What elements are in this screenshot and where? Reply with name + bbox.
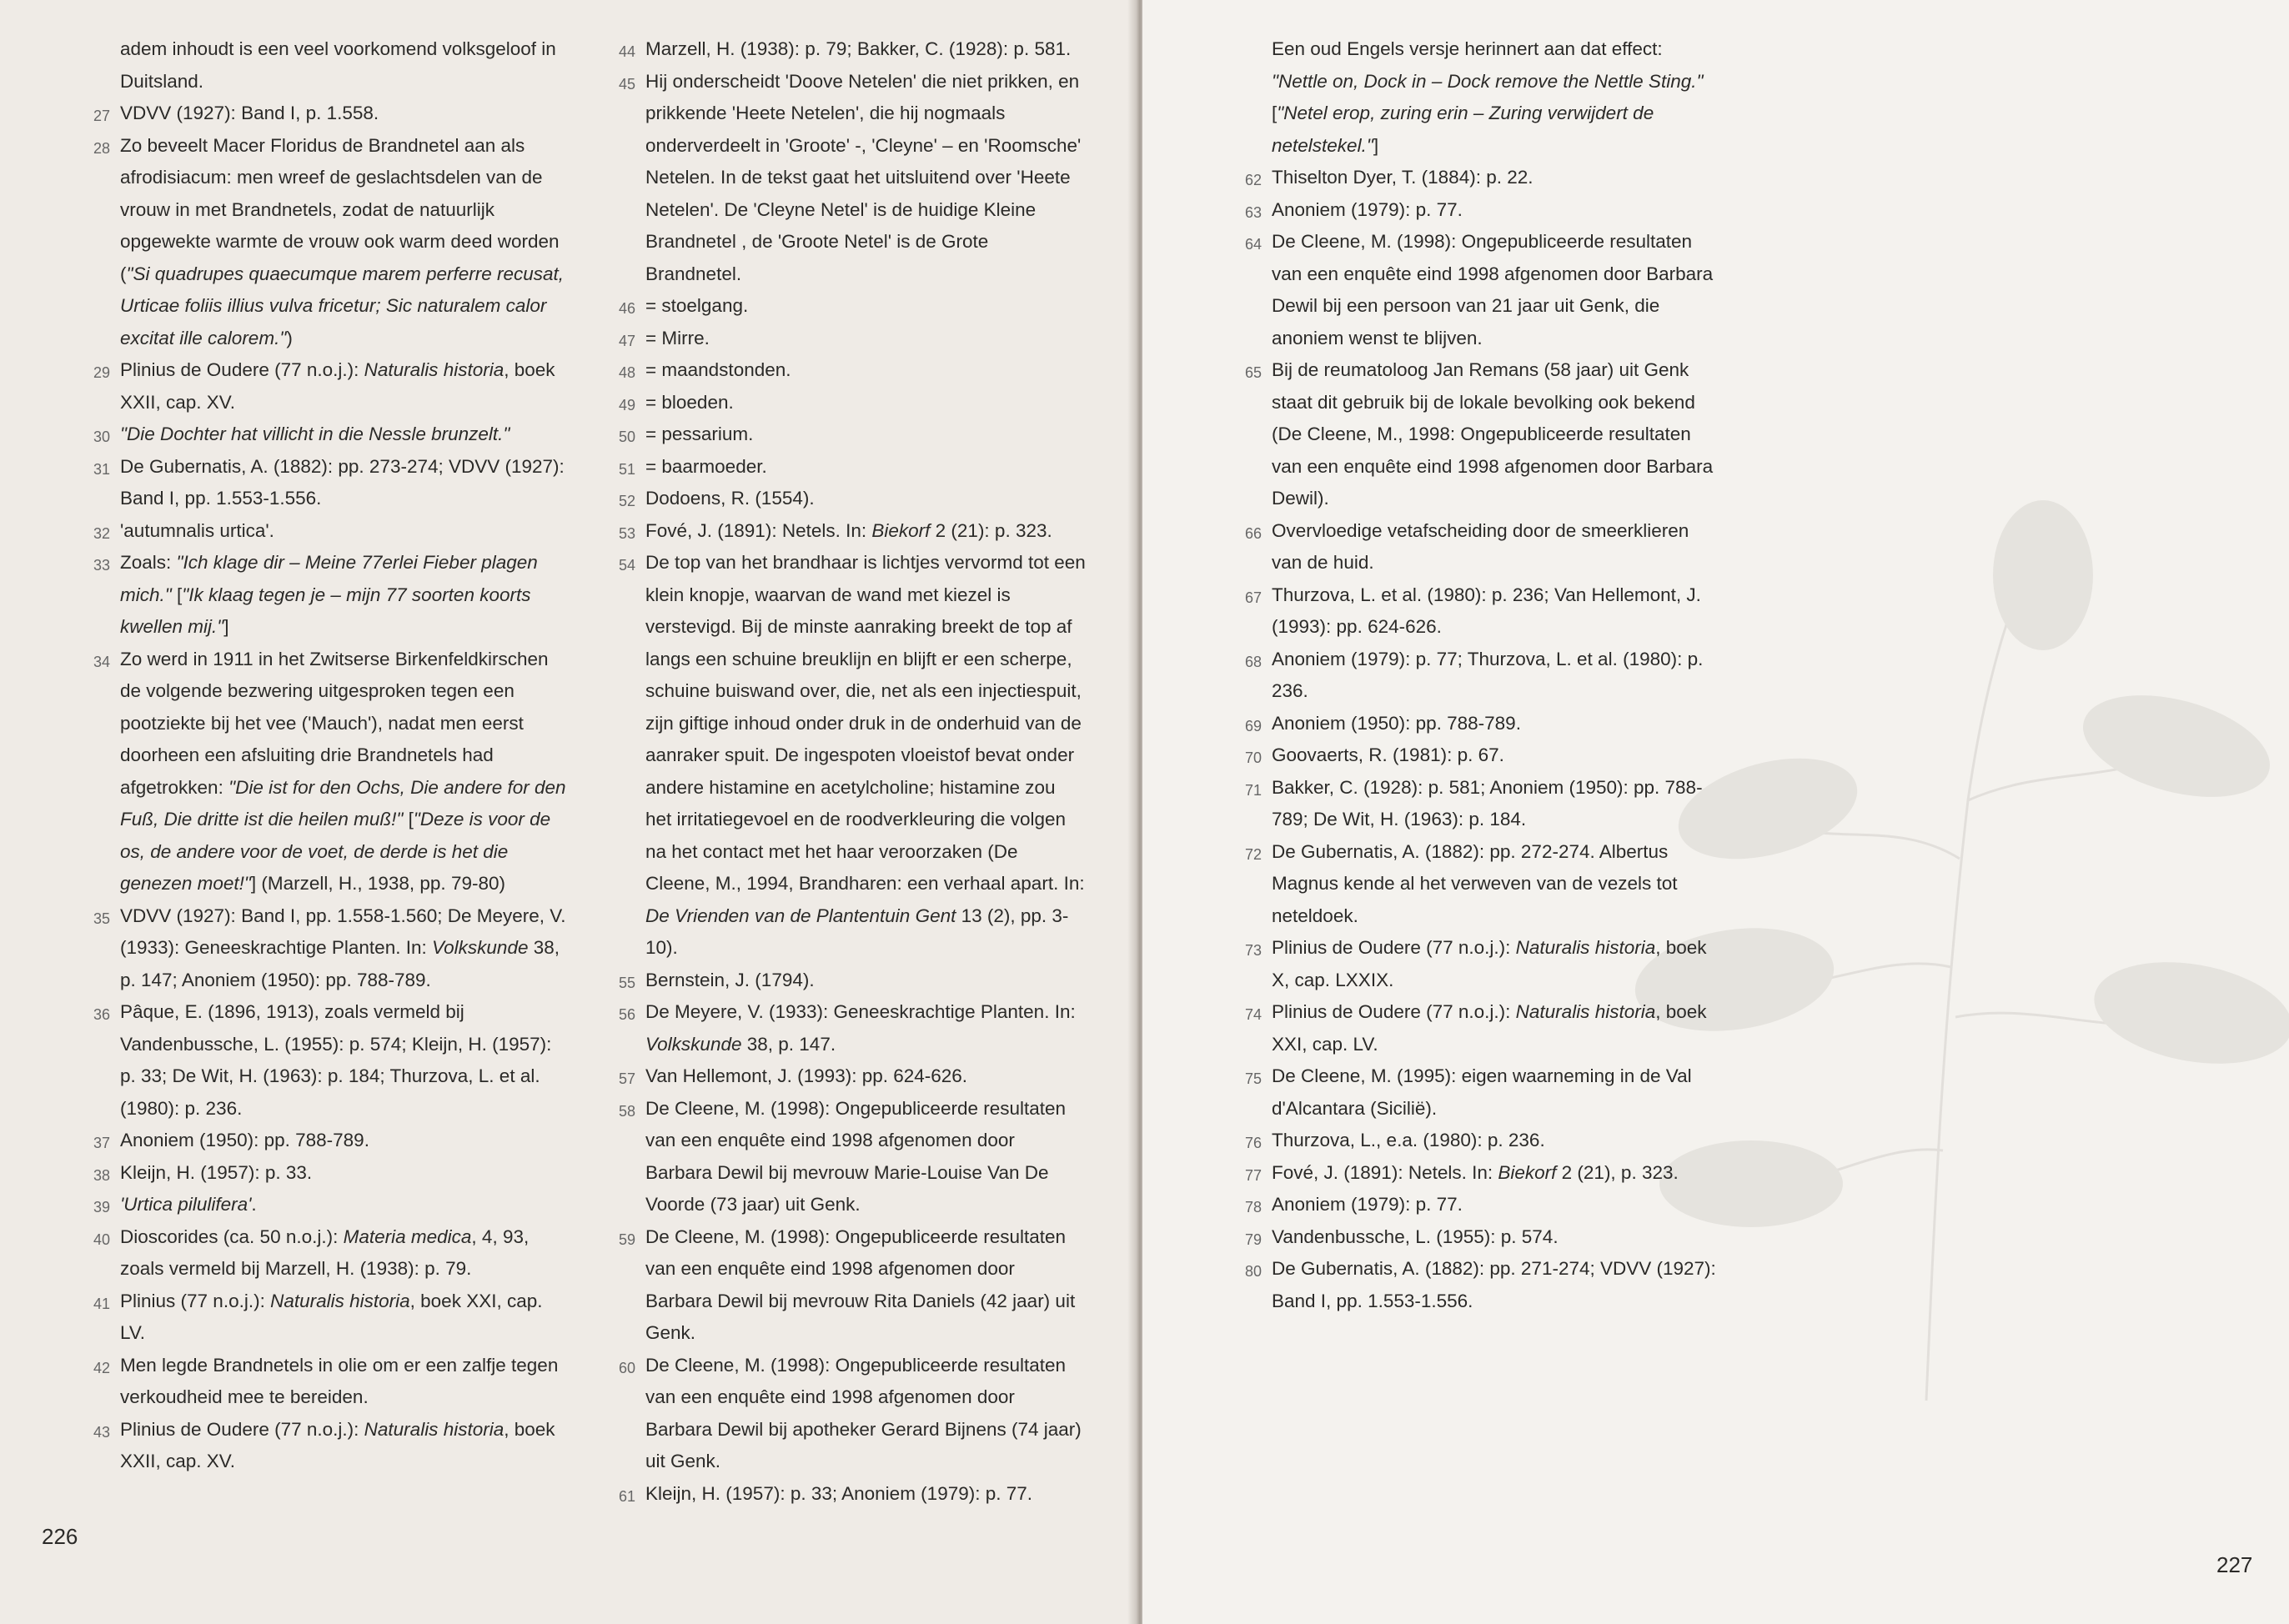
footnote-number: 28 — [93, 139, 110, 157]
footnote — [77, 900, 567, 997]
footnote-text: De Gubernatis, A. (1882): pp. 271-274; VDVV (1927): Band I, pp. 1.553-1.556. — [1272, 1258, 1716, 1311]
footnote-text: Bij de reumatoloog Jan Remans (58 jaar) uit Genk staat dit gebruik bij de lokale bevolking ook bekend (De Cleene, M., 1998: Ongepubliceerde resultaten van een enquête eind 1998 afgenomen door Barbara Dewil). — [1272, 359, 1714, 509]
footnote — [602, 290, 1086, 323]
footnote-number: 56 — [618, 1006, 635, 1023]
footnote — [602, 1350, 1086, 1478]
footnote-number: 54 — [618, 557, 635, 574]
footnote-text: Fové, J. (1891): Netels. In: Biekorf 2 (21): p. 323. — [645, 519, 1052, 541]
footnote-number: 62 — [1244, 172, 1262, 188]
footnote-text: Bakker, C. (1928): p. 581; Anoniem (1950): pp. 788-789; De Wit, H. (1963): p. 184. — [1272, 776, 1703, 830]
footnote-number: 38 — [93, 1166, 110, 1184]
footnote-number: 67 — [1244, 589, 1262, 606]
footnote — [77, 130, 567, 355]
footnote-number: 42 — [93, 1359, 110, 1376]
footnote — [1228, 836, 1716, 933]
footnote-text: 'autumnalis urtica'. — [120, 519, 274, 541]
footnote — [1228, 932, 1716, 996]
page-number-right: 227 — [2216, 1552, 2253, 1577]
footnote-number: 60 — [618, 1359, 635, 1376]
footnote-text: De Gubernatis, A. (1882): pp. 273-274; VDVV (1927): Band I, pp. 1.553-1.556. — [120, 455, 565, 509]
footnote — [1228, 1125, 1716, 1157]
footnote — [1228, 739, 1716, 772]
footnote-number: 27 — [93, 108, 110, 124]
footnote-text: Plinius de Oudere (77 n.o.j.): Naturalis historia, boek X, cap. LXXIX. — [1272, 937, 1707, 990]
footnote-text: Zo werd in 1911 in het Zwitserse Birkenfeldkirschen de volgende bezwering uitgesproken tegen een pootziekte bij het vee ('Mauch'), nadat men eerst doorheen een afsluiting drie Brandnetels had afgetrokken: "Die ist for den Ochs, Die andere for den Fuß, Die dritte ist die heilen muß!" ["Deze is voor de os, de andere voor de voet, de derde is het die genezen moet!"] (Marzell, H., 1938, pp. 79-80) — [120, 648, 566, 894]
footnote — [77, 354, 567, 419]
footnote-number: 51 — [618, 460, 635, 478]
footnote — [77, 1189, 567, 1221]
footnote — [1228, 226, 1716, 354]
footnote-number: 65 — [1244, 364, 1262, 381]
footnote-number: 31 — [93, 460, 110, 478]
footnote-number: 71 — [1244, 781, 1262, 799]
footnote-text: = stoelgang. — [645, 295, 749, 316]
footnote-text: Fové, J. (1891): Netels. In: Biekorf 2 (21), p. 323. — [1272, 1161, 1679, 1183]
footnote — [602, 996, 1086, 1060]
footnote-text: = pessarium. — [645, 424, 754, 444]
footnote — [1228, 708, 1716, 740]
footnote — [1228, 1060, 1716, 1125]
right-page — [1142, 0, 2289, 1624]
footnote-number: 66 — [1244, 524, 1262, 542]
footnote-text: VDVV (1927): Band I, p. 1.558. — [120, 103, 379, 123]
footnote-text: = baarmoeder. — [645, 455, 767, 477]
footnote-text: De Cleene, M. (1998): Ongepubliceerde resultaten van een enquête eind 1998 afgenomen door Barbara Dewil bij mevrouw Rita Daniels (42 jaar) uit Genk. — [645, 1226, 1076, 1343]
footnote-number: 47 — [618, 332, 635, 349]
footnote-number: 50 — [618, 429, 635, 445]
footnote — [1228, 579, 1716, 644]
footnote-number: 40 — [93, 1231, 110, 1248]
footnote-number: 33 — [93, 557, 110, 574]
footnote-number: 59 — [618, 1231, 635, 1248]
footnote — [602, 1060, 1086, 1093]
footnote — [77, 98, 567, 130]
footnote-text: Bernstein, J. (1794). — [645, 969, 815, 990]
footnote-number: 69 — [1244, 717, 1262, 734]
footnote-number: 72 — [1244, 845, 1262, 863]
footnote-text: VDVV (1927): Band I, pp. 1.558-1.560; De Meyere, V. (1933): Geneeskrachtige Planten. In: Volkskunde 38, p. 147; Anoniem (1950): pp. 788-789. — [120, 905, 566, 990]
footnote — [602, 1093, 1086, 1221]
footnote — [77, 1157, 567, 1190]
footnote-number: 46 — [618, 300, 635, 317]
footnote-number: 44 — [618, 43, 635, 60]
footnote-text: Marzell, H. (1938): p. 79; Bakker, C. (1928): p. 581. — [645, 38, 1072, 59]
page-number-left: 226 — [42, 1524, 78, 1549]
footnote-number: 52 — [618, 493, 635, 509]
footnote-text: Plinius de Oudere (77 n.o.j.): Naturalis historia, boek XXI, cap. LV. — [1272, 1001, 1707, 1055]
footnote-number: 53 — [618, 524, 635, 542]
footnote-text: Plinius de Oudere (77 n.o.j.): Naturalis historia, boek XXII, cap. XV. — [120, 1418, 555, 1471]
footnote — [602, 323, 1086, 355]
footnote-number: 73 — [1244, 942, 1262, 959]
footnote-text: De top van het brandhaar is lichtjes vervormd tot een klein knopje, waarvan de wand met kiezel is verstevigd. Bij de minste aanraking breekt de top af langs een schuine breuklijn en blijft er een scherpe, schuine buiswand over, die, net als een injectiespuit, zijn giftige inhoud onder druk in de onderhuid van de aanraker spuit. De ingespoten vloeistof bevat onder andere histamine en acetylcholine; histamine zou het irritatiegevoel en de roodverkleuring die volgen na het contact met het haar veroorzaken (De Cleene, M., 1994, Brandharen: een verhaal apart. In: De Vrienden van de Plantentuin Gent 13 (2), pp. 3-10). — [645, 552, 1086, 958]
footnote — [77, 1414, 567, 1478]
footnote-text: Zoals: "Ich klage dir – Meine 77erlei Fieber plagen mich." ["Ik klaag tegen je – mijn 77 soorten koorts kwellen mij."] — [120, 552, 538, 637]
footnote — [77, 1221, 567, 1286]
footnote-number: 77 — [1244, 1166, 1262, 1184]
footnote-number: 48 — [618, 364, 635, 381]
footnote — [602, 483, 1086, 515]
footnote-text: Dioscorides (ca. 50 n.o.j.): Materia medica, 4, 93, zoals vermeld bij Marzell, H. (1938): p. 79. — [120, 1226, 530, 1279]
footnote-number: 49 — [618, 396, 635, 414]
footnote — [602, 1221, 1086, 1350]
footnote — [77, 1350, 567, 1414]
footnote — [602, 547, 1086, 965]
footnote-text: Hij onderscheidt 'Doove Netelen' die niet prikken, en prikkende 'Heete Netelen', die hij nogmaals onderverdeelt in 'Groote' -, 'Cleyne' – en 'Roomsche' Netelen. In de tekst gaat het uitsluitend over 'Heete Netelen'. De 'Cleyne Netel' is de huidige Kleine Brandnetel , de 'Groote Netel' is de Grote Brandnetel. — [645, 70, 1082, 284]
footnote-text: De Cleene, M. (1998): Ongepubliceerde resultaten van een enquête eind 1998 afgenomen door Barbara Dewil bij mevrouw Marie-Louise Van De Voorde (73 jaar) uit Genk. — [645, 1097, 1067, 1215]
footnote — [1228, 1221, 1716, 1254]
footnote — [77, 547, 567, 644]
footnote — [1228, 1157, 1716, 1190]
footnote-text: De Cleene, M. (1998): Ongepubliceerde resultaten van een enquête eind 1998 afgenomen door Barbara Dewil bij een persoon van 21 jaar uit Genk, die anoniem wenst te blijven. — [1272, 231, 1714, 348]
footnote — [602, 33, 1086, 66]
footnote — [77, 419, 567, 451]
footnote — [1228, 772, 1716, 836]
footnote-text: 'Urtica pilulifera'. — [120, 1194, 257, 1215]
footnote — [77, 515, 567, 548]
footnote-text: = maandstonden. — [645, 359, 791, 380]
footnote-number: 29 — [93, 364, 110, 381]
footnote — [77, 996, 567, 1125]
footnote-text: De Cleene, M. (1998): Ongepubliceerde resultaten van een enquête eind 1998 afgenomen door Barbara Dewil bij apotheker Gerard Bijnens (74 jaar) uit Genk. — [645, 1354, 1082, 1471]
footnote — [1228, 33, 1716, 162]
footnote-text: Kleijn, H. (1957): p. 33; Anoniem (1979): p. 77. — [645, 1482, 1033, 1504]
footnote — [1228, 1253, 1716, 1317]
footnote-text: De Meyere, V. (1933): Geneeskrachtige Planten. In: Volkskunde 38, p. 147. — [645, 1001, 1076, 1055]
footnote — [602, 66, 1086, 291]
footnote-text: "Die Dochter hat villicht in die Nessle brunzelt." — [120, 424, 510, 444]
footnote-number: 74 — [1244, 1006, 1262, 1023]
footnote-number: 36 — [93, 1006, 110, 1023]
footnote — [602, 419, 1086, 451]
footnote-text: Dodoens, R. (1554). — [645, 488, 815, 509]
right-notes-column — [1228, 33, 1716, 1317]
footnote-text: Anoniem (1950): pp. 788-789. — [120, 1130, 369, 1150]
footnote-number: 37 — [93, 1135, 110, 1151]
footnote-number: 32 — [93, 524, 110, 542]
footnote-number: 78 — [1244, 1199, 1262, 1215]
footnote-number: 34 — [93, 653, 110, 670]
footnote-text: Kleijn, H. (1957): p. 33. — [120, 1161, 313, 1183]
footnote-text: Pâque, E. (1896, 1913), zoals vermeld bij Vandenbussche, L. (1955): p. 574; Kleijn, H. (1957): p. 33; De Wit, H. (1963): p. 184; Thurzova, L. et al. (1980): p. 236. — [120, 1001, 552, 1119]
footnote-number: 61 — [618, 1487, 635, 1505]
footnote-number: 68 — [1244, 653, 1262, 670]
footnote-text: Men legde Brandnetels in olie om er een zalfje tegen verkoudheid mee te bereiden. — [120, 1354, 559, 1407]
footnote-text: Anoniem (1950): pp. 788-789. — [1272, 712, 1521, 734]
footnote-text: De Gubernatis, A. (1882): pp. 272-274. Albertus Magnus kende al het verweven van de vezels tot neteldoek. — [1272, 840, 1678, 926]
footnote-text: Thurzova, L. et al. (1980): p. 236; Van Hellemont, J. (1993): pp. 624-626. — [1272, 584, 1701, 637]
footnote-number: 63 — [1244, 203, 1262, 221]
footnote-text: Anoniem (1979): p. 77. — [1272, 1194, 1463, 1215]
footnote — [77, 33, 567, 98]
footnote-text: = bloeden. — [645, 391, 734, 413]
footnote-number: 55 — [618, 974, 635, 991]
footnote — [602, 451, 1086, 484]
footnote-text: Vandenbussche, L. (1955): p. 574. — [1272, 1226, 1559, 1247]
footnote — [1228, 996, 1716, 1060]
footnote-text: adem inhoudt is een veel voorkomend volksgeloof in Duitsland. — [120, 38, 556, 92]
footnote — [1228, 194, 1716, 227]
footnote-text: = Mirre. — [645, 327, 710, 348]
footnote — [1228, 354, 1716, 515]
footnote — [602, 1478, 1086, 1511]
footnote — [1228, 515, 1716, 579]
footnote-text: Overvloedige vetafscheiding door de smeerklieren van de huid. — [1272, 519, 1689, 573]
footnote-number: 75 — [1244, 1070, 1262, 1087]
footnote-number: 80 — [1244, 1263, 1262, 1280]
footnote — [77, 451, 567, 515]
footnote-number: 43 — [93, 1423, 110, 1441]
footnote-text: Een oud Engels versje herinnert aan dat effect: "Nettle on, Dock in – Dock remove the Nettle Sting." ["Netel erop, zuring erin – Zuring verwijdert de netelstekel."] — [1272, 38, 1704, 156]
footnote-number: 39 — [93, 1199, 110, 1215]
footnote — [1228, 1189, 1716, 1221]
left-notes-column-2 — [602, 33, 1086, 1510]
footnote — [77, 1286, 567, 1350]
footnote — [77, 644, 567, 900]
footnote-number: 76 — [1244, 1135, 1262, 1151]
footnote — [1228, 644, 1716, 708]
footnote-text: Thiselton Dyer, T. (1884): p. 22. — [1272, 167, 1534, 188]
footnote — [77, 1125, 567, 1157]
footnote-text: Anoniem (1979): p. 77; Thurzova, L. et al. (1980): p. 236. — [1272, 648, 1704, 701]
footnote-text: Van Hellemont, J. (1993): pp. 624-626. — [645, 1065, 968, 1086]
footnote — [602, 515, 1086, 548]
footnote-number: 41 — [93, 1295, 110, 1312]
footnote-text: Zo beveelt Macer Floridus de Brandnetel aan als afrodisiacum: men wreef de geslachtsdelen van de vrouw in met Brandnetels, zodat de natuurlijk opgewekte warmte de vrouw ook warm deed worden ("Si quadrupes quaecumque marem perferre recusat, Urticae foliis illius vulva fricetur; Sic naturalem calor excitat ille calorem.") — [120, 134, 565, 348]
left-notes-column-1 — [77, 33, 567, 1478]
footnote-number: 64 — [1244, 236, 1262, 253]
footnote-number: 57 — [618, 1070, 635, 1087]
footnote — [602, 387, 1086, 419]
footnote-text: Plinius (77 n.o.j.): Naturalis historia, boek XXI, cap. LV. — [120, 1290, 543, 1343]
footnote — [602, 965, 1086, 997]
footnote-number: 58 — [618, 1102, 635, 1120]
left-page — [0, 0, 1137, 1624]
footnote-number: 35 — [93, 910, 110, 927]
footnote-text: Plinius de Oudere (77 n.o.j.): Naturalis historia, boek XXII, cap. XV. — [120, 359, 555, 413]
footnote-text: Thurzova, L., e.a. (1980): p. 236. — [1272, 1130, 1545, 1150]
footnote-number: 79 — [1244, 1231, 1262, 1248]
footnote-number: 30 — [93, 429, 110, 445]
footnote-text: Goovaerts, R. (1981): p. 67. — [1272, 744, 1504, 765]
footnote-text: De Cleene, M. (1995): eigen waarneming in de Val d'Alcantara (Sicilië). — [1272, 1065, 1692, 1119]
footnote — [1228, 162, 1716, 194]
footnote-text: Anoniem (1979): p. 77. — [1272, 198, 1463, 220]
footnote-number: 45 — [618, 75, 635, 93]
footnote — [602, 354, 1086, 387]
footnote-number: 70 — [1244, 749, 1262, 766]
